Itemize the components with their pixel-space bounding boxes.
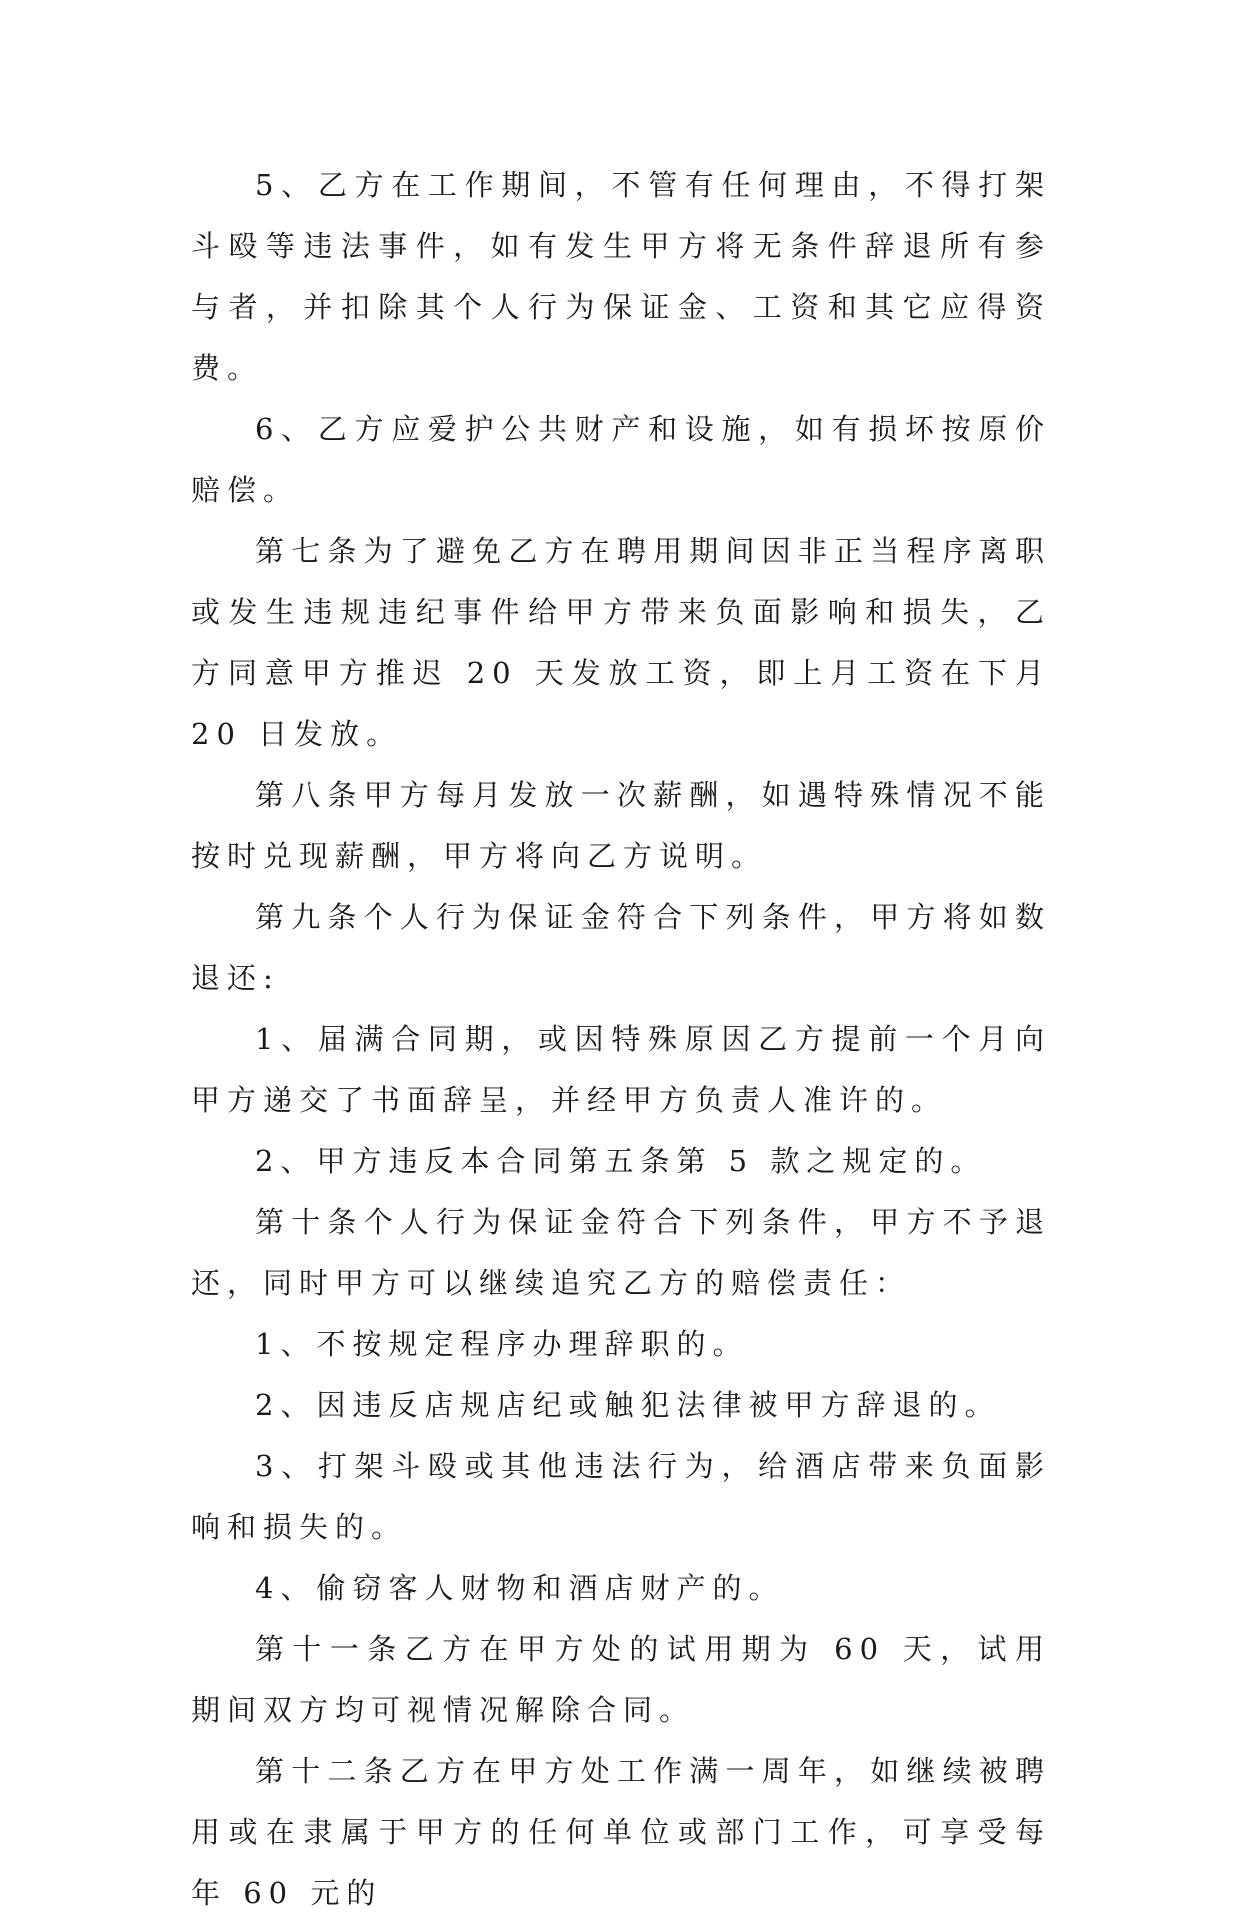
paragraph-article-10-item-2: 2、因违反店规店纪或触犯法律被甲方辞退的。 <box>255 1388 1001 1422</box>
paragraph-clause-6: 6、乙方应爱护公共财产和设施，如有损坏按原价赔偿。 <box>191 412 1051 507</box>
paragraph-article-10-item-1: 1、不按规定程序办理辞职的。 <box>255 1327 749 1361</box>
paragraph-article-9-item-1: 1、届满合同期，或因特殊原因乙方提前一个月向甲方递交了书面辞呈，并经甲方负责人准许的。 <box>191 1022 1051 1117</box>
paragraph-article-10-item-3: 3、打架斗殴或其他违法行为，给酒店带来负面影响和损失的。 <box>191 1449 1051 1544</box>
paragraph-article-10: 第十条个人行为保证金符合下列条件，甲方不予退还，同时甲方可以继续追究乙方的赔偿责任： <box>191 1205 1051 1300</box>
paragraph-article-7: 第七条为了避免乙方在聘用期间因非正当程序离职或发生违规违纪事件给甲方带来负面影响和损失，乙方同意甲方推迟 20 天发放工资，即上月工资在下月 20 日发放。 <box>191 534 1051 751</box>
paragraph-article-8: 第八条甲方每月发放一次薪酬，如遇特殊情况不能按时兑现薪酬，甲方将向乙方说明。 <box>191 778 1051 873</box>
paragraph-article-9: 第九条个人行为保证金符合下列条件，甲方将如数退还: <box>191 900 1051 995</box>
paragraph-article-11: 第十一条乙方在甲方处的试用期为 60 天，试用期间双方均可视情况解除合同。 <box>191 1632 1051 1727</box>
document-body <box>191 155 1051 1924</box>
paragraph-article-9-item-2: 2、甲方违反本合同第五条第 5 款之规定的。 <box>255 1144 987 1178</box>
paragraph-article-10-item-4: 4、偷窃客人财物和酒店财产的。 <box>255 1571 785 1605</box>
paragraph-article-12: 第十二条乙方在甲方处工作满一周年，如继续被聘用或在隶属于甲方的任何单位或部门工作，可享受每年 60 元的 <box>191 1754 1051 1910</box>
paragraph-clause-5: 5、乙方在工作期间，不管有任何理由，不得打架斗殴等违法事件，如有发生甲方将无条件辞退所有参与者，并扣除其个人行为保证金、工资和其它应得资费。 <box>191 168 1051 385</box>
